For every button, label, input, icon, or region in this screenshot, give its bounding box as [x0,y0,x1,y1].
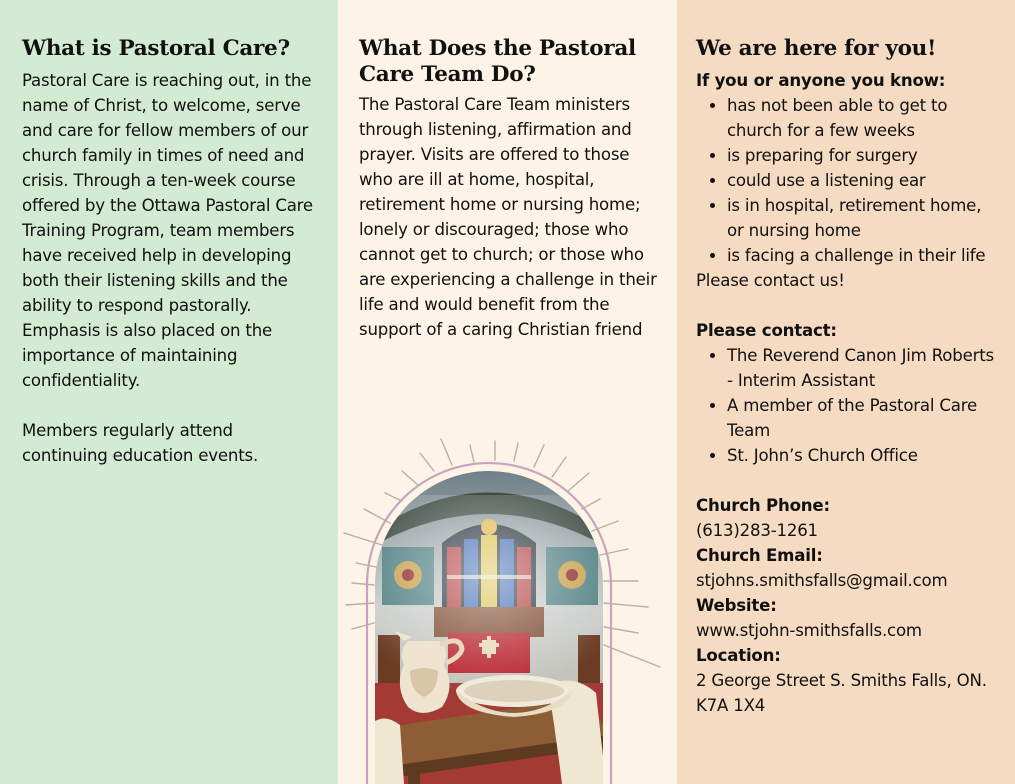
middle-panel [338,0,677,784]
list-item: • is in hospital, retirement home, or nursing home [727,193,1001,243]
right-panel [677,0,1015,784]
church-website: www.stjohn-smithsfalls.com [696,621,922,640]
left-panel [0,0,338,784]
conditions-list [696,93,1001,268]
contact-heading: Please contact: [696,321,837,340]
church-email: stjohns.smithsfalls@gmail.com [696,571,948,590]
church-location: 2 George Street S. Smiths Falls, ON. K7A 1X4 [696,671,987,715]
location-label: Location: [696,646,781,665]
church-interior-illustration [338,435,677,784]
list-item: • has not been able to get to church for a few weeks [727,93,1001,143]
list-item: • is preparing for surgery [727,143,1001,168]
contacts-list [696,343,1001,468]
middle-paragraph-1: The Pastoral Care Team ministers through listening, affirmation and prayer. Visits are offered to those who are ill at home, hospital, retirement home or nursing home; lonely or discouraged; those who cannot get to church; or those who are experiencing a challenge in their life and would benefit from the support of a caring Christian friend [359,95,657,339]
website-label: Website: [696,596,777,615]
middle-body [359,92,663,342]
church-phone: (613)283-1261 [696,521,818,540]
phone-label: Church Phone: [696,496,830,515]
contact-us-text: Please contact us! [696,271,845,290]
conditions-intro: If you or anyone you know: [696,71,946,90]
list-item: • is facing a challenge in their life [727,243,1001,268]
list-item: • could use a listening ear [727,168,1001,193]
email-label: Church Email: [696,546,823,565]
team-role-heading: What Does the Pastoral Care Team Do? [359,36,636,87]
left-body [22,68,322,468]
left-paragraph-1: Pastoral Care is reaching out, in the name of Christ, to welcome, serve and care for fellow members of our church family in times of need and crisis. Through a ten-week course offered by the Ottawa Pastoral Care Training Program, team members have received help in developing both their listening skills and the ability to respond pastorally. Emphasis is also placed on the importance of maintaining confidentiality. [22,71,313,390]
list-item: • A member of the Pastoral Care Team [727,393,1001,443]
church-photo [368,465,608,784]
what-is-pastoral-care-heading: What is Pastoral Care? [22,36,290,61]
here-for-you-heading: We are here for you! [696,36,937,61]
right-body [696,68,1001,718]
list-item: • The Reverend Canon Jim Roberts - Interim Assistant [727,343,1001,393]
list-item: • St. John’s Church Office [727,443,1001,468]
left-paragraph-2: Members regularly attend continuing education events. [22,421,259,465]
